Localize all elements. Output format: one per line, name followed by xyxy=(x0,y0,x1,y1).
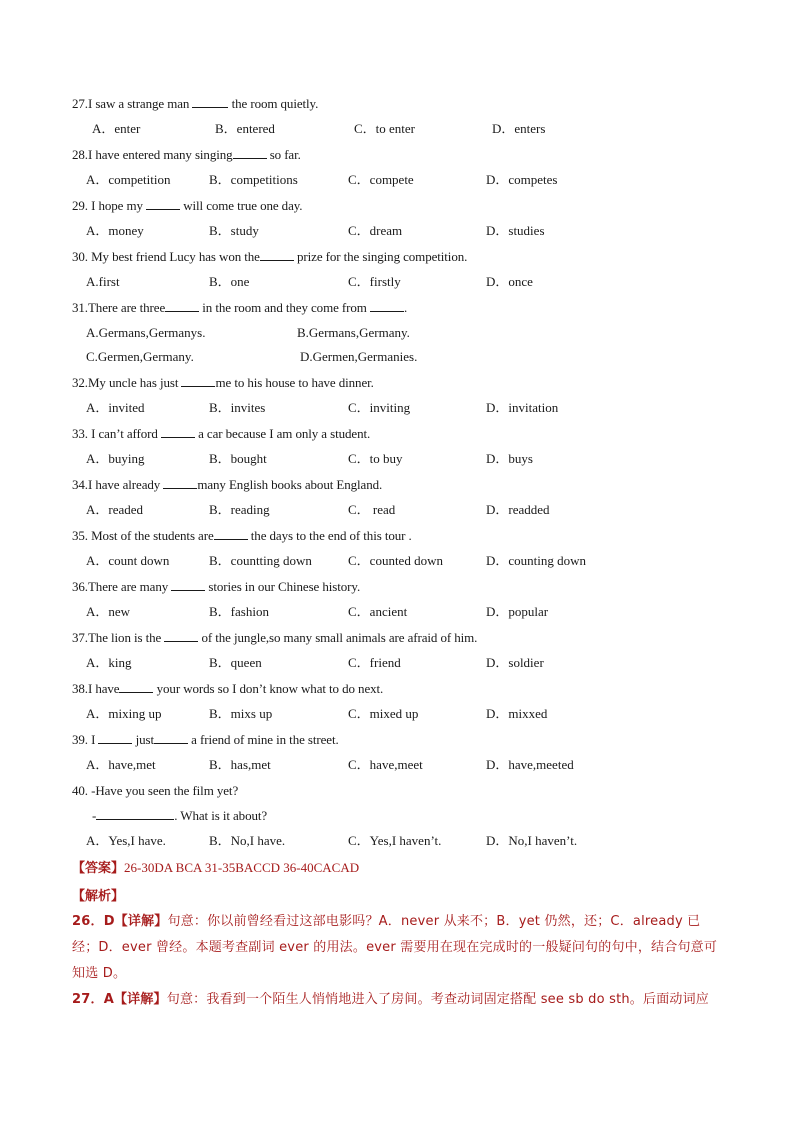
option-b: B．entered xyxy=(215,121,275,136)
question-number: 32. xyxy=(72,375,88,390)
option-row xyxy=(86,172,726,188)
question-stem xyxy=(72,147,301,163)
answer-blank xyxy=(119,681,153,693)
option-a: A．Yes,I have. xyxy=(86,833,166,848)
question-stem xyxy=(72,249,467,265)
explanation-27-head: 27．A【详解】 xyxy=(72,992,167,1007)
question-text: I have xyxy=(87,681,120,696)
option-row xyxy=(86,502,726,518)
option-row xyxy=(86,655,726,671)
question-text: I have already xyxy=(87,477,164,492)
option-c: C．counted down xyxy=(348,553,443,568)
option-d: D．popular xyxy=(486,604,549,619)
option-d: D．counting down xyxy=(486,553,587,568)
option-row xyxy=(92,121,732,137)
question-stem xyxy=(72,198,302,214)
option-c: C．firstly xyxy=(348,274,401,289)
question-text: Most of the students are xyxy=(87,528,214,543)
question-stem xyxy=(72,783,238,799)
question-text: a car because I am only a student. xyxy=(194,426,371,441)
option-row xyxy=(86,706,726,722)
question-text: so far. xyxy=(266,147,301,162)
question-text: I saw a strange man xyxy=(87,96,193,111)
option-row xyxy=(86,223,726,239)
question-text: I have entered many singing xyxy=(87,147,233,162)
question-stem xyxy=(72,579,360,595)
option-row xyxy=(86,400,726,416)
option-d: D．enters xyxy=(492,121,546,136)
question-text: will come true one day. xyxy=(180,198,303,213)
option-c: C． read xyxy=(348,502,396,517)
option-row xyxy=(86,553,726,569)
question-number: 28. xyxy=(72,147,88,162)
answer-blank xyxy=(96,808,174,820)
option-row xyxy=(86,274,726,290)
question-stem xyxy=(72,477,382,493)
option-d: D.Germen,Germanies. xyxy=(300,349,418,364)
option-c: C．to enter xyxy=(354,121,416,136)
option-a: A．buying xyxy=(86,451,145,466)
question-stem xyxy=(72,375,374,391)
option-b: B．study xyxy=(209,223,259,238)
question-number: 35. xyxy=(72,528,88,543)
question-stem xyxy=(72,681,383,697)
option-row xyxy=(86,833,726,849)
option-row xyxy=(86,757,726,773)
answer-blank xyxy=(154,732,188,744)
option-row xyxy=(86,451,726,467)
option-b: B．reading xyxy=(209,502,270,517)
option-b: B．fashion xyxy=(209,604,269,619)
option-d: D．once xyxy=(486,274,533,289)
answer-blank xyxy=(214,528,248,540)
option-b: B．bought xyxy=(209,451,267,466)
option-row xyxy=(86,604,726,620)
option-a: A．count down xyxy=(86,553,170,568)
option-b: B．one xyxy=(209,274,250,289)
question-number: 33. xyxy=(72,426,88,441)
question-stem xyxy=(72,300,407,316)
option-a: A．mixing up xyxy=(86,706,162,721)
question-number: 40. xyxy=(72,783,88,798)
option-c: C．ancient xyxy=(348,604,408,619)
question-number: 34. xyxy=(72,477,88,492)
question-number: 30. xyxy=(72,249,88,264)
option-b: B．competitions xyxy=(209,172,298,187)
option-a: A．new xyxy=(86,604,131,619)
question-stem xyxy=(72,630,477,646)
answer-blank xyxy=(370,300,404,312)
answer-blank xyxy=(163,477,197,489)
answer-blank xyxy=(164,630,198,642)
analysis-heading xyxy=(72,888,124,905)
answer-blank xyxy=(146,198,180,210)
question-number: 29. xyxy=(72,198,88,213)
option-c: C．have,meet xyxy=(348,757,423,772)
option-c: C．inviting xyxy=(348,400,411,415)
option-d: D．invitation xyxy=(486,400,559,415)
option-a: A．king xyxy=(86,655,132,670)
question-text: stories in our Chinese history. xyxy=(205,579,361,594)
option-a: A．enter xyxy=(92,121,141,136)
question-text: . xyxy=(403,300,408,315)
option-a: A．invited xyxy=(86,400,145,415)
option-row xyxy=(86,325,726,341)
answer-tag: 【答案】 xyxy=(72,861,125,876)
question-text: your words so I don’t know what to do next. xyxy=(153,681,384,696)
question-stem xyxy=(72,528,412,544)
question-text: My best friend Lucy has won the xyxy=(87,249,260,264)
question-text: My uncle has just xyxy=(87,375,182,390)
question-text: . What is it about? xyxy=(174,808,268,823)
question-text: just xyxy=(132,732,155,747)
answer-blank xyxy=(161,426,195,438)
question-text: I can’t afford xyxy=(87,426,161,441)
option-d: D．No,I haven’t. xyxy=(486,833,578,848)
option-b: B．has,met xyxy=(209,757,271,772)
answer-blank xyxy=(181,375,215,387)
option-a: A．money xyxy=(86,223,144,238)
option-d: D．studies xyxy=(486,223,545,238)
answer-blank xyxy=(165,300,199,312)
option-d: D．mixxed xyxy=(486,706,548,721)
question-stem xyxy=(72,732,339,748)
option-c: C．dream xyxy=(348,223,403,238)
option-b: B．mixs up xyxy=(209,706,273,721)
analysis-tag: 【解析】 xyxy=(72,889,125,904)
explanation-27-body: 句意：我看到一个陌生人悄悄地进入了房间。考查动词固定搭配 see sb do sth。后面动词应 xyxy=(166,992,710,1007)
question-text: There are many xyxy=(87,579,172,594)
option-d: D．soldier xyxy=(486,655,544,670)
option-d: D．readded xyxy=(486,502,550,517)
question-number: 31. xyxy=(72,300,88,315)
question-text: - xyxy=(92,808,97,823)
option-b: B．No,I have. xyxy=(209,833,286,848)
question-text: -Have you seen the film yet? xyxy=(87,783,239,798)
option-b: B.Germans,Germany. xyxy=(297,325,410,340)
question-text: a friend of mine in the street. xyxy=(188,732,339,747)
answer-key: 26-30DA BCA 31-35BACCD 36-40CACAD xyxy=(124,860,360,875)
question-text: me to his house to have dinner. xyxy=(215,375,374,390)
question-text: There are three xyxy=(87,300,166,315)
option-c: C．to buy xyxy=(348,451,403,466)
question-number: 37. xyxy=(72,630,88,645)
question-text: The lion is the xyxy=(87,630,165,645)
question-stem-line2 xyxy=(92,808,267,824)
question-text: prize for the singing competition. xyxy=(293,249,468,264)
option-a: A．competition xyxy=(86,172,171,187)
answer-blank xyxy=(233,147,267,159)
answer-blank xyxy=(260,249,294,261)
explanation-26-head: 26．D【详解】 xyxy=(72,914,168,929)
question-text: the room quietly. xyxy=(228,96,319,111)
option-c: C．friend xyxy=(348,655,401,670)
explanation-26 xyxy=(72,909,722,987)
option-d: D．have,meeted xyxy=(486,757,574,772)
option-row xyxy=(86,349,726,365)
option-a: A.first xyxy=(86,274,120,289)
question-text: I hope my xyxy=(87,198,147,213)
question-text: many English books about England. xyxy=(197,477,383,492)
explanation-27 xyxy=(72,987,722,1013)
question-text: the days to the end of this tour . xyxy=(247,528,412,543)
option-c: C．Yes,I haven’t. xyxy=(348,833,442,848)
question-number: 38. xyxy=(72,681,88,696)
question-stem xyxy=(72,96,318,112)
answer-blank xyxy=(192,96,228,108)
question-text: in the room and they come from xyxy=(199,300,370,315)
question-number: 39. xyxy=(72,732,88,747)
option-a: A．readed xyxy=(86,502,144,517)
option-c: C.Germen,Germany. xyxy=(86,349,194,364)
option-b: B．queen xyxy=(209,655,262,670)
question-number: 27. xyxy=(72,96,88,111)
question-text: I xyxy=(87,732,99,747)
answer-blank xyxy=(171,579,205,591)
option-b: B．invites xyxy=(209,400,266,415)
explanation-26-body: 句意：你以前曾经看过这部电影吗？A．never 从来不；B．yet 仍然，还；C．already 已经；D．ever 曾经。本题考查副词 ever 的用法。ever 需要用在现在完成时的一般疑问句的句中，结合句意可知选 D。 xyxy=(72,914,718,981)
option-b: B．countting down xyxy=(209,553,312,568)
question-text: of the jungle,so many small animals are afraid of him. xyxy=(198,630,478,645)
option-d: D．competes xyxy=(486,172,558,187)
answer-line xyxy=(72,860,359,877)
answer-blank xyxy=(98,732,132,744)
question-stem xyxy=(72,426,370,442)
question-number: 36. xyxy=(72,579,88,594)
option-c: C．compete xyxy=(348,172,414,187)
option-c: C．mixed up xyxy=(348,706,419,721)
option-a: A.Germans,Germanys. xyxy=(86,325,206,340)
option-a: A．have,met xyxy=(86,757,156,772)
option-d: D．buys xyxy=(486,451,533,466)
